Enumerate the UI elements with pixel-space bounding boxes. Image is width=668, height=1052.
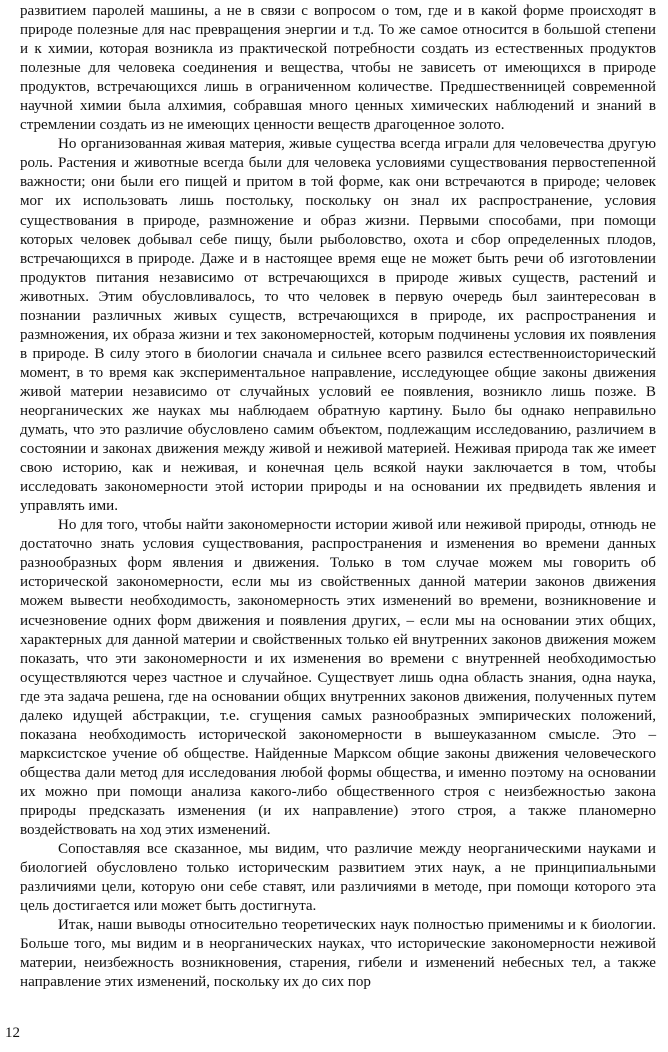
paragraph-historical-laws: Но для того, чтобы найти закономерности истории живой или неживой природы, отнюдь не достаточно знать условия существования, распространения и изменения во времени данных разнообразных форм явления и движения. Только в том случае можем мы говорить об исторической закономерности, если мы из свойственных данной материи законов движения можем вывести необходимость, закономерность этих изменений во времени, возникновение и исчезновение одних форм движения и появления других, – если мы на основании этих общих, характерных для данной материи и свойственных только ей внутренних законов движения можем показать, что эти закономерности и их изменения во времени с внутренней необходимостью осуществляются через частное и случайное. Существует лишь одна область знания, одна наука, где эта задача решена, где на основании общих внутренних законов движения, полученных путем далеко идущей абстракции, т.е. сгущения самых разнообразных эмпирических положений, показана необходимость исторической закономерности в вышеуказанном смысле. Это – марксистское учение об обществе. Найденные Марксом общие законы движения человеческого общества дали метод для исследования любой формы общества, и именно поэтому на основании их можно при помощи анализа какого-либо общественного строя с неизбежностью закона природы предсказать изменения (и их направление) этого строя, а также планомерно воздействовать на ход этих изменений. bbox=[20, 517, 656, 839]
document-body bbox=[20, 2, 656, 992]
paragraph-comparison: Сопоставляя все сказанное, мы видим, что различие между неорганическими науками и биологией обусловлено только историческим развитием этих наук, а не принципиальными различиями цели, которую они себе ставят, или различиями в методе, при помощи которого эта цель достигается или может быть достигнута. bbox=[20, 841, 656, 915]
paragraph-conclusions: Итак, наши выводы относительно теоретических наук полностью применимы и к биологии. Больше того, мы видим и в неорганических науках, что исторические закономерности неживой материи, неизбежность возникновения, старения, гибели и изменений небесных тел, а также направление этих изменений, поскольку их до сих пор bbox=[20, 917, 656, 991]
page-number: 12 bbox=[5, 1025, 20, 1041]
paragraph-living-matter: Но организованная живая материя, живые существа всегда играли для человечества другую роль. Растения и животные всегда были для человека условиями существования первостепенной важности; они были его пищей и притом в той форме, как они встречаются в природе; человек мог их использовать лишь постольку, поскольку он знал их распространение, условия существования в природе, размножение и образ жизни. Первыми способами, при помощи которых человек добывал себе пищу, были рыболовство, охота и сбор определенных плодов, встречающихся в природе. Даже и в настоящее время еще не может быть речи об изготовлении продуктов питания независимо от встречающихся в природе живых существ, растений и животных. Этим обусловливалось, то что человек в первую очередь был заинтересован в познании различных живых существ, встречающихся в природе, их распространения и размножения, их образа жизни и тех закономерностей, которым подчинены условия их появления в природе. В силу этого в биологии сначала и сильнее всего развился естественноисторический момент, в то время как экспериментальное направление, исследующее общие законы движения живой материи независимо от случайных условий ее появления, возникло лишь позже. В неорганических же науках мы наблюдаем обратную картину. Было бы однако неправильно думать, что это различие обусловлено самим объектом, подлежащим исследованию, различием в состоянии и законах движения между живой и неживой материей. Неживая природа так же имеет свою историю, как и неживая, и конечная цель всякой науки заключается в том, чтобы исследовать закономерности этой истории природы и на основании их предвидеть явления и управлять ими. bbox=[20, 136, 656, 515]
paragraph-continuation: развитием паролей машины, а не в связи с вопросом о том, где и в какой форме происходят в природе полезные для нас превращения энергии и т.д. То же самое относится в большой степени и к химии, которая возникла из практической потребности создать из естественных продуктов полезные для человека соединения и вещества, чтобы не зависеть от имеющихся в природе продуктов, встречающихся лишь в ограниченном количестве. Предшественницей современной научной химии была алхимия, собравшая много ценных химических наблюдений и знаний в стремлении создать из не имеющих ценности веществ драгоценное золото. bbox=[20, 3, 656, 134]
